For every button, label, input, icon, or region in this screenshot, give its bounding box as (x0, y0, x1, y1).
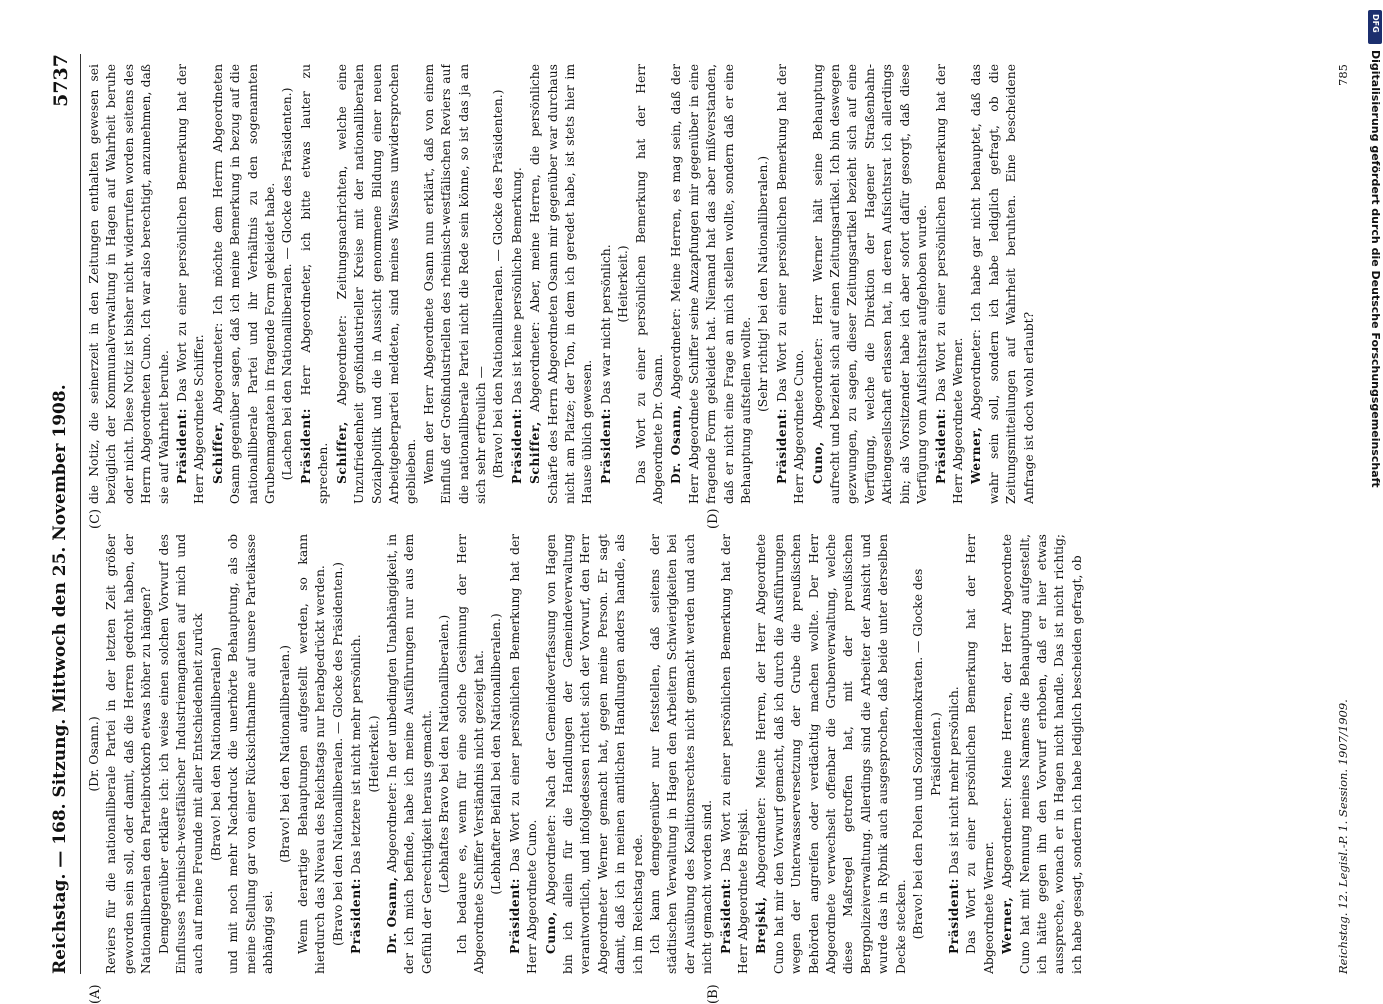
speech-text: Abgeordneter: Herr Werner hält seine Behauptung aufrecht und bezieht sich auf einen Zeitungsartikel. Ich bin deswegen gezwungen, zu sagen, dieser Zeitungsartikel bezieht sich auf eine Verfügung, welche die Direktion der Hagener Straßenbahn-Aktiengesellschaft erlassen hat, in deren Aufsichtsrat ich allerdings bin; als Vorsitzender habe ich aber sofort dafür gesorgt, daß diese Verfügung vom Aufsichtsrat aufgehoben wurde. (810, 64, 930, 504)
speech-text: Abgeordneter: Ich möchte dem Herrn Abgeordneten Osann gegenüber sagen, daß ich meine Bemerkung in bezug auf die nationalliberale Partei und ihr Verhältnis zu den sogenannten Grubenmagnaten in fragende Form gekleidet habe. (210, 64, 278, 504)
interjection: (Sehr richtig! bei den Nationalliberalen.) (756, 156, 771, 413)
speech-text: Abgeordneter: Meine Herren, der Herr Abgeordnete Cuno hat mit Nennung meines Namens die Behauptung aufgestellt, ich hätte gegen ihn den Vorwurf erhoben, daß er hier etwas ausspreche, wonach er in Hagen nicht handle. Das ist nicht richtig; ich habe gesagt, sondern ich habe lediglich bescheiden gefragt, ob (1000, 534, 1084, 974)
interjection: (Bravo! bei den Nationalliberalen) (208, 647, 223, 861)
text-paragraph: Wenn derartige Behauptungen aufgestellt werden, so kann hierdurch das Niveau des Reichstags nur herabgedrückt werden. (295, 534, 328, 974)
speech-text: Herr Abgeordneter, ich bitte etwas lauter zu sprechen. (298, 64, 331, 504)
speaker-name: Präsident: (773, 408, 789, 484)
margin-mark-a: (A) (88, 984, 103, 1004)
speech-paragraph (333, 64, 421, 504)
header-rule (80, 54, 81, 974)
footer-sheet-number: 785 (1336, 64, 1350, 86)
text-paragraph: Ich bedaure es, wenn für eine solche Gesinnung der Herr Abgeordnete Schiffer Verständnis nicht gezeigt hat. (454, 534, 486, 974)
speech-text: Abgeordneter: Ich habe gar nicht behauptet, daß das wahr sein soll, sondern ich habe lediglich gefragt, ob die Zeitungsmitteilungen auf Wahrheit beruhten. Eine bescheidene Anfrage ist doch wohl erlaubt? (969, 64, 1036, 504)
interjection: (Bravo! bei den Polen und Sozialdemokraten. — Glocke des Präsidenten.) (911, 568, 943, 940)
speech-text: Abgeordneter: In der unbedingten Unabhängigkeit, in der ich mich befinde, habe ich meine Ausführungen nur aus dem Gefühl der Gerechtigkeit heraus gemacht. (384, 534, 434, 974)
interjection: (Lebhafter Beifall bei den Nationalliberalen.) (489, 613, 504, 895)
interjection: (Bravo! bei den Nationalliberalen.) (278, 645, 293, 863)
right-column (86, 64, 1326, 504)
speech-text: Abgeordneter: Meine Herren, es mag sein, daß der Herr Abgeordnete Schiffer seine Anzapfungen mir gegenüber in eine fragende Form gekleidet hat. Niemand hat das aber mißverstanden, daß er nicht eine Frage an mich stellen wollte, sondern daß er eine Behauptung aufstellen wollte. (669, 64, 754, 504)
speech-text: Abgeordneter: Aber, meine Herren, die persönliche Schärfe des Herrn Abgeordneten Osann mir gegenüber war durchaus nicht am Platze; der Ton, in dem ich geredet habe, ist stets hier im Hause üblich gewesen. (528, 64, 595, 504)
speaker-name: Schiffer, (527, 421, 543, 484)
speaker-name: Werner, (999, 896, 1015, 954)
interjection: (Lachen bei den Nationalliberalen. — Glocke des Präsidenten.) (280, 87, 295, 481)
speech-text: Das letztere ist nicht mehr persönlich. (349, 634, 364, 875)
speech-paragraph (809, 64, 932, 504)
speech-text: Das Wort zu einer persönlichen Bemerkung hat der Herr Abgeordnete Cuno. (507, 534, 540, 974)
speech-paragraph (773, 64, 809, 504)
document-page (46, 54, 1366, 1004)
text-paragraph: Das Wort zu einer persönlichen Bemerkung hat der Herr Abgeordnete Dr. Osann. (633, 64, 665, 504)
text-paragraph: und mit noch mehr Nachdruck die unerhörte Behauptung, als ob meine Stellung gar von einer Rücksichtnahme auf unsere Parteikasse abhängig sei. (226, 534, 276, 974)
interjection: (Bravo! bei den Nationalliberalen. — Glocke des Präsidenten.) (491, 89, 506, 479)
text-paragraph: Reviers für die nationalliberale Partei in der letzten Zeit größer geworden sein soll, oder damit, daß die Herren gedroht haben, der Nationalliberalen den Parteibrotkorb etwas höher zu hängen? (104, 534, 154, 974)
margin-mark-b: (B) (706, 984, 721, 1004)
page-number: 5737 (50, 54, 72, 107)
speaker-name: Präsident: (508, 408, 524, 484)
speech-text: Das ist nicht mehr persönlich. (946, 686, 961, 875)
speaker-name: Präsident: (297, 408, 313, 484)
speaker-name: Cuno, (809, 441, 825, 484)
text-paragraph: Wenn der Herr Abgeordnete Osann nun erklärt, daß von einem Einfluß der Großindustriellen des rheinisch-westfälischen Reviers auf die nationalliberale Partei nicht die Rede sein könne, so ist das ja an sich sehr erfreulich — (421, 64, 488, 504)
speech-paragraph (932, 64, 968, 504)
speech-paragraph (347, 534, 365, 974)
speaker-name: Schiffer, (333, 421, 349, 484)
speech-paragraph (597, 64, 615, 504)
interjection: (Heiterkeit.) (616, 245, 631, 323)
speech-text: Das Wort zu einer persönlichen Bemerkung hat der Herr Abgeordnete Schiffer. (175, 64, 207, 504)
text-paragraph: Demgegenüber erkläre ich: ich weise einen solchen Vorwurf des Einflusses rheinisch-westfälischer Industriemagnaten auf mich und auch auf meine Freunde mit aller Entschiedenheit zurück (156, 534, 206, 974)
speech-paragraph (526, 64, 597, 504)
speech-paragraph (998, 534, 1086, 974)
left-column (86, 534, 1326, 974)
speech-paragraph (173, 64, 209, 504)
speaker-name: Dr. Osann, (668, 404, 684, 484)
speaker-name: Präsident: (174, 408, 190, 484)
speech-text: Das Wort zu einer persönlichen Bemerkung hat der Herr Abgeordnete Brejski. (718, 534, 751, 974)
speech-text: Abgeordneter: Meine Herren, der Herr Abgeordnete Cuno hat mir den Vorwurf gemacht, daß ich durch die Ausführungen wegen der Unterwasserversetzung der Grube die preußischen Behörden angreifen oder verdächtig machen wollte. Der Herr Abgeordnete verwechselt offenbar die Grubenverwaltung, welche diese Maßregel getroffen hat, mit der preußischen Bergpolizeiverwaltung. Allerdings sind die Arbeiter der Ansicht und wurde das in Rybnik auch ausgesprochen, daß beide unter derselben Decke stecken. (754, 534, 908, 974)
speaker-name: Cuno, (542, 911, 558, 954)
speech-paragraph (967, 64, 1038, 504)
speaker-name: Präsident: (597, 408, 613, 484)
speech-paragraph (508, 64, 526, 504)
speech-text: Das Wort zu einer persönlichen Bemerkung hat der Herr Abgeordnete Cuno. (774, 64, 807, 504)
dfg-logo-text: DFG (1371, 14, 1380, 33)
speech-paragraph (383, 534, 436, 974)
interjection: (Heiterkeit.) (366, 715, 381, 793)
speaker-name: Präsident: (717, 878, 733, 954)
speech-paragraph (717, 534, 753, 974)
interjection: (Lebhaftes Bravo bei den Nationalliberalen.) (437, 614, 452, 894)
text-paragraph: Das Wort zu einer persönlichen Bemerkung hat der Herr Abgeordnete Werner. (964, 534, 996, 974)
speaker-name: Präsident: (945, 878, 961, 954)
credit-strip (1368, 50, 1383, 990)
speaker-name: Brejski, (753, 896, 769, 954)
speaker-name: Dr. Osann, (383, 876, 399, 954)
speech-text: Das ist keine persönliche Bemerkung. (509, 167, 524, 405)
speech-paragraph (752, 534, 910, 974)
margin-mark-c: (C) (88, 508, 103, 529)
speech-paragraph (945, 534, 963, 974)
speaker-name: Schiffer, (209, 421, 225, 484)
text-paragraph: Ich kann demgegenüber nur feststellen, daß seitens der städtischen Verwaltung in Hagen den Arbeitern Schwierigkeiten bei der Ausübung des Koalitionsrechtes nicht gemacht werden und auch nicht gemacht worden sind. (648, 534, 715, 974)
interjection: (Bravo bei den Nationalliberalen. — Glocke des Präsidenten.) (330, 562, 345, 946)
speech-paragraph (297, 64, 333, 504)
header-title: Reichstag. — 168. Sitzung. Mittwoch den 25. November 1908. (50, 384, 70, 974)
digitization-credit: Digitalisierung gefördert durch die Deutsche Forschungsgemeinschaft (1369, 50, 1382, 488)
speaker-name: Präsident: (348, 878, 364, 954)
speech-paragraph (506, 534, 542, 974)
dfg-logo (1368, 10, 1382, 44)
footer-session: Reichstag. 12. Legisl.-P. 1. Session. 1907/1909. (1336, 699, 1350, 974)
interjection: (Dr. Osann.) (87, 716, 101, 792)
speaker-name: Präsident: (506, 878, 522, 954)
speaker-name: Werner, (968, 426, 984, 484)
speech-paragraph (542, 534, 647, 974)
speech-text: Das war nicht persönlich. (598, 244, 613, 405)
text-paragraph: die Notiz, die seinerzeit in den Zeitungen enthalten gewesen sei bezüglich der Kommunalverwaltung in Hagen auf Wahrheit beruhe oder nicht. Diese Notiz ist bisher nicht widerrufen worden seitens des Herrn Abgeordneten Cuno. Ich war also berechtigt, anzunehmen, daß sie auf Wahrheit beruhe. (87, 64, 171, 504)
speech-text: Abgeordneter: Zeitungsnachrichten, welche eine Unzufriedenheit großindustrieller Kreise mit der nationalliberalen Sozialpolitik und die in Aussicht genommene Bildung einer neuen Arbeitgeberpartei meldeten, sind meines Wissens unwidersprochen geblieben. (334, 64, 419, 504)
speaker-name: Präsident: (932, 408, 948, 484)
speech-text: Abgeordneter: Nach der Gemeindeverfassung von Hagen bin ich allein für die Handlungen der Gemeindeverwaltung verantwortlich, und infolgedessen richtet sich der Vorwurf, den Herr Abgeordneter Werner gemacht hat, gegen meine Person. Er sagt damit, daß ich in meinen amtlichen Handlungen anders handle, als ich im Reichstag rede. (543, 534, 645, 974)
margin-mark-d: (D) (706, 508, 721, 529)
speech-paragraph (209, 64, 280, 504)
speech-text: Das Wort zu einer persönlichen Bemerkung hat der Herr Abgeordnete Werner. (933, 64, 965, 504)
speech-paragraph (667, 64, 755, 504)
